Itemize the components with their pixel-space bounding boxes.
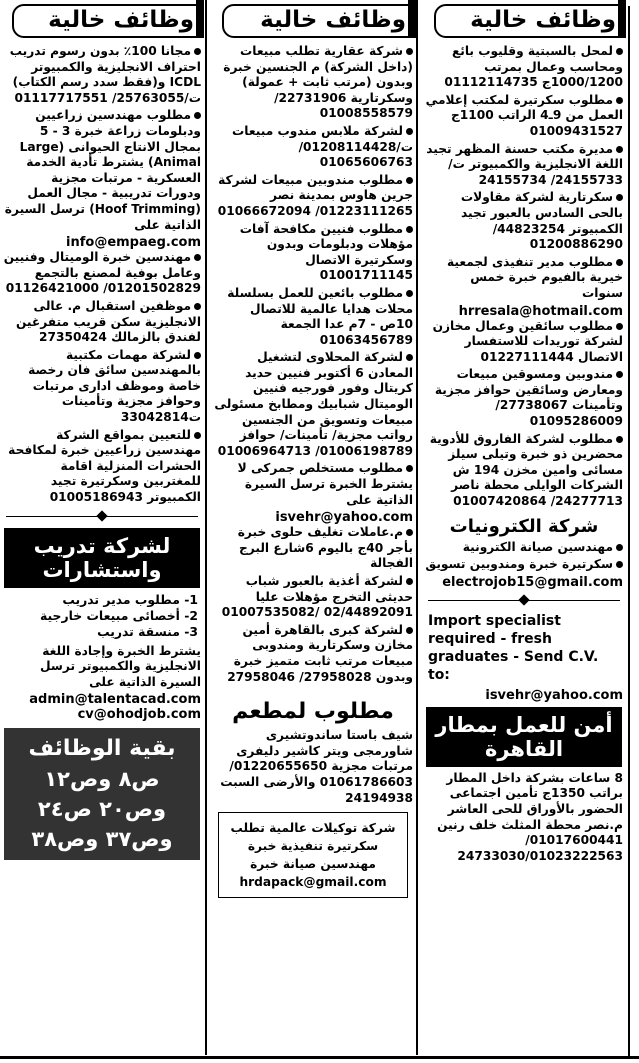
header-tab <box>618 0 626 38</box>
job-ad: مندوبين ومسوقين مبيعات ومعارض وسائقين حوافز مجزية وتأمينات 27738067/ 01095286009 <box>434 367 623 429</box>
email-address: info@empaeg.com <box>66 235 201 251</box>
email-address: admin@talentacad.com <box>29 692 201 708</box>
diamond-icon <box>96 510 107 521</box>
bullet-icon <box>194 432 201 439</box>
bullet-icon <box>616 323 623 330</box>
bullet-icon <box>406 354 413 361</box>
job-ad: مطلوب مدير تنفيذى لجمعية خيرية بالفيوم خبرة خمس سنوات <box>446 254 623 300</box>
job-ad: لشركة ملابس مندوب مبيعات ت/01208114428/ 01065606763 <box>232 123 413 170</box>
bullet-icon <box>616 436 623 443</box>
bullet-icon <box>406 177 413 184</box>
bullet-icon <box>616 561 623 568</box>
list-item: 3- منسقة تدريب <box>97 623 198 639</box>
bullet-icon <box>616 146 623 153</box>
numbered-list <box>6 592 198 640</box>
bullet-icon <box>616 544 623 551</box>
column-header <box>2 4 202 38</box>
header-title: وظائف خالية <box>260 7 406 33</box>
job-ad: مطلوب فنيين مكافحة آفات مؤهلات ودبلومات وبدون وسكرتيرة الاتصال 01001711145 <box>239 221 413 283</box>
bullet-icon <box>406 627 413 634</box>
bullet-icon <box>194 352 201 359</box>
bullet-icon <box>616 259 623 266</box>
column-left <box>0 0 204 1058</box>
job-ad: لشركة مهمات مكتبية بالمهندسين سائق فان رخصة خاصة وموظف ادارى مرتبات وحوافز مجزية وتأمينات ت33042814 <box>28 347 201 425</box>
bullet-icon <box>194 303 201 310</box>
column-header <box>212 4 414 38</box>
job-ad: شيف باستا ساندوتشيرى شاورمجى ويتر كاشير دليفرى مرتبات مجزية 01220655650/ 01061786603 والأرضى السبت 24194938 <box>220 728 413 805</box>
email-address: isvehr@yahoo.com <box>275 510 413 526</box>
job-ad: لشركة المحلاوى لتشغيل المعادن 6 أكتوبر فنيين حديد كريتال وفور فورجيه فنيين الوميتال شبابيك ومطابخ مسئولى مبيعات وتسويق من الجنسين رواتب مجزية/ تأمينات/ حوافز 01006198789/ 01006964713 <box>214 350 413 458</box>
header-tab <box>408 0 416 38</box>
job-ad: لشركة كبرى بالقاهرة أمين مخازن وسكرتارية ومندوبى مبيعات مرتب ثابت متميز خبرة وبدون 27958028/ 27958046 <box>227 622 413 684</box>
email-address: isvehr@yahoo.com <box>485 687 623 703</box>
job-ad: مطلوب بائعين للعمل بسلسلة محلات هدايا عالمية للاتصال 10ص - 7م عدا الجمعة 01063456789 <box>227 285 413 347</box>
job-ad: مديرة مكتب حسنة المظهر تجيد اللغة الانجليزية والكمبيوتر ت/ 24155733/ 24155734 <box>426 141 623 187</box>
job-ad: مطلوب مستخلص جمركى لا يشترط الخبرة ترسل السيرة الذاتية على <box>237 461 413 507</box>
email-address: hrresala@hotmail.com <box>458 303 623 319</box>
bullet-icon <box>616 194 623 201</box>
column-right <box>422 0 626 1058</box>
email-address: electrojob15@gmail.com <box>442 574 623 590</box>
english-ad: Import specialist required - fresh graduates - Send C.V. to: <box>428 612 599 683</box>
job-ad: لمحل بالسبتية وقليوب بائع ومحاسب وعمال بمرتب 1000/1200ج 01112114735 <box>444 44 623 90</box>
bullet-icon <box>194 112 201 119</box>
ad-box <box>218 812 408 898</box>
job-ad: للتعيين بمواقع الشركة مهندسين زراعيين خبرة لمكافحة الحشرات المنزلية اقامة للمغتربين وسكرتيرة تجيد الكمبيوتر 01005186943 <box>8 427 201 505</box>
job-ad: مجانا 100٪ بدون رسوم تدريب احتراف الانجليزية والكمبيوتر ICDL و(فقط سدد رسم الكتاب) ت/25763055/ 01117717551 <box>9 44 201 105</box>
header-tab <box>196 0 204 38</box>
job-ad: م.عاملات تغليف حلوى خبرة بأجر 40ج باليوم 6شارع البرج الفجالة <box>237 525 413 571</box>
list-item: 2- أخصائى مبيعات خارجية <box>39 607 198 623</box>
email-address: cv@ohodjob.com <box>77 707 201 723</box>
bullet-icon <box>616 371 623 378</box>
bullet-icon <box>406 578 413 585</box>
page-edge <box>628 6 639 1056</box>
header-title: وظائف خالية <box>470 7 616 33</box>
job-ad: موظفين استقبال م. عالى الانجليزية سكن قريب متفرغين لفندق بالزمالك 27350424 <box>15 298 201 345</box>
diamond-icon <box>518 594 529 605</box>
bullet-icon <box>406 290 413 297</box>
job-ad: مطلوب لشركة الفاروق للأدوية محضرين ذو خبرة وتيلى سيلز مسائى وامين مخزن 194 ش الشركات الوايلى محطة ناصر 24277713/ 01007420864 <box>429 431 623 509</box>
separator <box>428 594 620 608</box>
column-header <box>424 4 624 38</box>
bullet-icon <box>194 254 201 261</box>
job-ad: مطلوب مندوبين مبيعات لشركة جرين هاوس بمدينة نصر 01223111265/ 01066672094 <box>217 172 413 218</box>
rest-of-jobs-box <box>4 728 200 860</box>
column-rule <box>205 0 207 1055</box>
job-ad: سكرتارية لشركة مقاولات بالحى السادس بالعبور تجيد الكمبيوتر 44823254/ 01200886290 <box>460 190 623 252</box>
ad-banner: لشركة تدريب واستشارات <box>4 528 200 588</box>
job-ad: مطلوب مهندسين زراعيين ودبلومات زراعة خبرة 3 - 5 بمجال الانتاج الحيوانى (Large Animal) يشترط تأدية الخدمة العسكرية - مرتبات مجزية ودورات تدريبية - مجال العمل (Hoof Trimming) ترسل السيرة الذاتية على <box>4 108 201 232</box>
bullet-icon <box>406 128 413 135</box>
section-title: شركة الكترونيات <box>449 515 599 537</box>
rest-of-jobs-pages: ص٨ وص١٢ وص٢٠ ص٢٤ وص٣٧ وص٣٨ <box>31 767 173 852</box>
bullet-icon <box>406 226 413 233</box>
job-ad: مطلوب سكرتيرة لمكتب إعلامي العمل من 9ـ4 الراتب 1100ج 01009431527 <box>425 92 623 138</box>
list-item: 1- مطلوب مدير تدريب <box>62 591 198 607</box>
job-ad: لشركة أغذية بالعبور شباب حديثى التخرج مؤهلات عليا 02/44892091 /01007535082 <box>221 574 413 620</box>
job-ad: شركة عقارية تطلب مبيعات (داخل الشركة) م الجنسين خبرة وبدون (مرتب ثابت + عمولة) وسكرتارية 22731906/ 01008558579 <box>223 44 413 121</box>
email-address: hrdapack@gmail.com <box>239 875 387 890</box>
job-ad: مطلوب سائقين وعمال مخازن لشركة توريدات للاستفسار الاتصال 01227111444 <box>432 318 623 364</box>
ad-banner: أمن للعمل بمطار القاهرة <box>426 707 622 767</box>
rest-of-jobs-title: بقية الوظائف <box>28 736 176 762</box>
bullet-icon <box>616 48 623 55</box>
ad-title: مطلوب لمطعم <box>232 699 394 725</box>
header-title: وظائف خالية <box>48 7 194 33</box>
bullet-icon <box>616 97 623 104</box>
ad-box-text: شركة توكيلات عالمية تطلب سكرتيرة تنفيذية خبرة مهندسين صيانة خبرة <box>230 821 396 872</box>
bullet-icon <box>406 465 413 472</box>
column-rule <box>416 0 418 1055</box>
bullet-icon <box>194 48 201 55</box>
job-ad: سكرتيرة خبرة ومندوبين تسويق <box>425 557 623 573</box>
bullet-icon <box>406 48 413 55</box>
column-middle <box>210 0 416 1058</box>
bullet-icon <box>406 529 413 536</box>
job-ad: يشترط الخبرة وإجادة اللغة الانجليزية والكمبيوتر ترسل السيرة الذاتية على <box>40 643 201 689</box>
separator <box>6 510 198 524</box>
job-ad: مهندسين صيانة الكترونية <box>425 540 623 556</box>
job-ad: 8 ساعات بشركة داخل المطار براتب 1350ج تأمين اجتماعى الحضور بالأوراق للحى العاشر م.نصر محطة المثلث خلف رنين 01017600441/ 24733030/01023222563 <box>437 770 623 863</box>
job-ad: مهندسين خبرة الوميتال وفنيين وعامل بوفية لمصنع بالتجمع 01201502829/ 01126421000 <box>3 250 201 296</box>
